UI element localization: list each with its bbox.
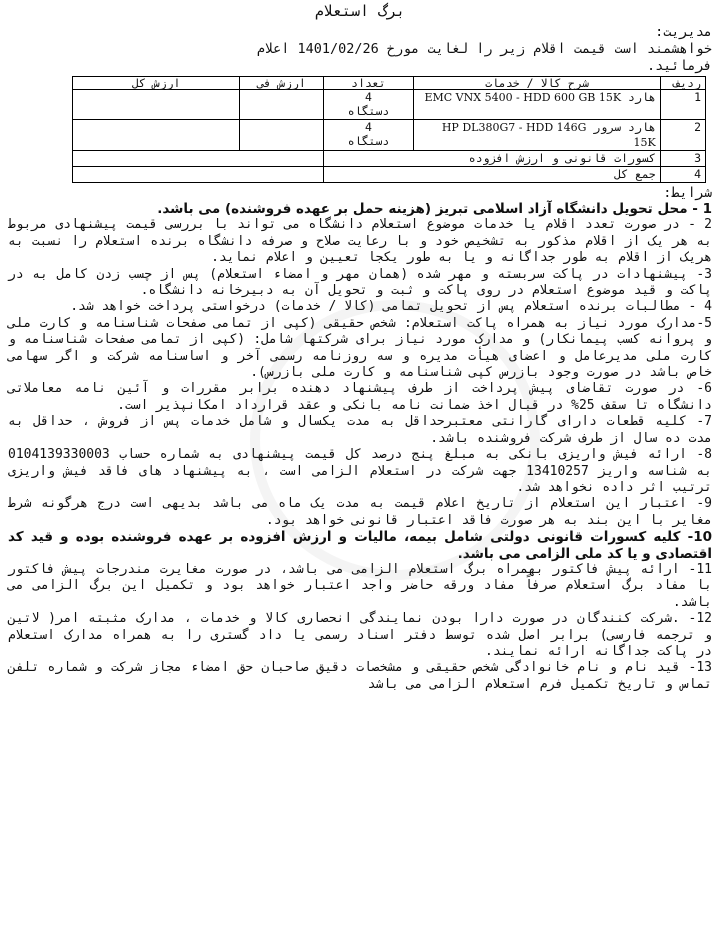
grand-total-value [73,167,324,183]
header-unit-price: ارزش فی [240,77,323,90]
condition-item: 1 - محل تحویل دانشگاه آزاد اسلامی تبریز (هزینه حمل بر عهده فروشنده) می باشد. [157,201,712,217]
conditions-heading: شرایط: [663,185,712,201]
item-prefix: هارد [628,90,656,104]
quantity-unit: دستگاه [347,104,390,118]
page-title: برگ استعلام [314,2,406,20]
table-header-row [73,77,706,90]
item-description [414,120,660,151]
request-line: خواهشمند است قیمت اقلام زیر را لغایت مورخ 1401/02/26 اعلام [256,41,712,57]
condition-item: 10- کلیه کسورات قانونی دولتی شامل بیمه، مالیات و ارزش افزوده بر عهده فروشنده بوده و قید کد اقتصادی و یا کد ملی الزامی می باشد. [8,529,712,562]
conditions-list [8,201,712,693]
item-quantity [323,120,414,151]
header-description: شرح کالا / خدمات [414,77,660,90]
unit-price-cell [240,120,323,151]
deductions-value [73,151,324,167]
item-model: EMC VNX 5400 - HDD 600 GB 15K [424,91,622,104]
management-label: مدیریت: [655,24,712,40]
condition-item: 9- اعتبار این استعلام از تاریخ اعلام قیمت به مدت یک ماه می باشد بدیهی است درج هرگونه شرط مغایر با این بند به هر صورت فاقد اعتبار قانونی خواهد بود. [8,496,712,528]
row-number: 3 [660,151,705,167]
header-total-price: ارزش کل [73,77,240,90]
unit-price-cell [240,90,323,120]
condition-item: 13- قید نام و نام خانوادگی شخص حقیقی و مشخصات دقیق صاحبان حق امضاء مجاز شرکت و شماره تلفن تماس و تاریخ تکمیل فرم استعلام الزامی می باشد [8,660,712,692]
deductions-label: کسورات قانونی و ارزش افزوده [323,151,660,167]
table-row [73,90,706,120]
condition-item: 4 - مطالبات برنده استعلام پس از تحویل تمامی (کالا / خدمات) درخواستی پرداخت خواهد شد. [70,299,712,315]
grand-total-label: جمع کل [323,167,660,183]
table-row [73,167,706,183]
item-model: HP DL380G7 - HDD 146G 15K [441,121,656,149]
header-quantity: تعداد [323,77,414,90]
item-description [414,90,660,120]
table-row [73,120,706,151]
row-number: 4 [660,167,705,183]
condition-item: 5-مدارک مورد نیاز به همراه پاکت استعلام: شخص حقیقی (کپی از تمامی صفحات شناسنامه و کارت ملی و پروانه کسب پیمانکار) و مدارک مورد نیاز برای شرکتها شامل: (کپی از تمامی صفحات شناسنامه و کارت ملی مدیرعامل و اعضای هیأت مدیره و سه روزنامه رسمی آخر و اساسنامه شرکت و اگر سهامی خاص باشد در صورت وجود بازرس کپی شناسنامه و کارت ملی بازرس). [8,315,712,381]
condition-item: 3- پیشنهادات در پاکت سربسته و مهر شده (همان مهر و امضاء استعلام) پس از چسب زدن کامل به در پاکت و قید موضوع استعلام در روی پاکت و ثبت و تحویل آن به دبیرخانه دانشگاه. [8,266,712,299]
condition-item: 7- کلیه قطعات دارای گارانتی معتبرحداقل به مدت یکسال و شامل خدمات پس از فروش ، حداقل به مدت ده سال از طرف شرکت فروشنده باشد. [8,414,712,446]
condition-item: 2 - در صورت تعدد اقلام یا خدمات موضوع استعلام دانشگاه می تواند با بررسی قیمت پیشنهادی مربوط به هر یک از اقلام مذکور به تشخیص خود و با رعایت صلاح و صرفه دانشگاه برنده استعلام را نسبت به هریک از اقلام به طور جداگانه و یا به طور یکجا تعیین و اعلام نماید. [8,217,712,266]
quantity-unit: دستگاه [347,134,390,148]
quantity-value: 4 [365,120,372,134]
total-price-cell [73,120,240,151]
total-price-cell [73,90,240,120]
table-row [73,151,706,167]
condition-item: 6- در صورت تقاضای پیش پرداخت از طرف پیشنهاد دهنده برابر مقررات و آئین نامه معاملاتی دانشگاه تا سقف 25% در قبال اخذ ضمانت نامه بانکی و عقد قرارداد امکانپذیر است. [8,381,712,413]
condition-item: 12- .شرکت کنندگان در صورت دارا بودن نمایندگی انحصاری کالا و خدمات ، مدارک مثبته امر( لاتین و ترجمه فارسی) برابر اصل شده توسط دفتر اسناد رسمی یا داد گستری را به همراه مدارک استعلام در پاکت جداگانه ارائه نمایند. [8,611,712,659]
condition-item: 11- ارائه پیش فاکتور بهمراه برگ استعلام الزامی می باشد، در صورت مغایرت مندرجات پیش فاکتور با مفاد برگ استعلام صرفاً مفاد ورقه حاضر واجد اعتبار خواهد بود و تکمیل این برگ الزامی می باشد. [8,561,712,610]
request-tail: فرمائید. [646,58,712,74]
item-quantity [323,90,414,120]
quantity-value: 4 [365,90,372,104]
item-prefix: هارد سرور [593,120,656,134]
row-number: 2 [660,120,705,151]
header-row-number: ردیف [660,77,705,90]
row-number: 1 [660,90,705,120]
items-table [72,76,706,183]
condition-item: 8- ارائه فیش واریزی بانکی به مبلغ پنج درصد کل قیمت پیشنهادی به شماره حساب 0104139330003 به شناسه واریز 13410257 جهت شرکت در استعلام الزامی است ، به پیشنهاد های فاقد فیش واریزی ترتیب اثر داده نخواهد شد. [8,447,712,495]
